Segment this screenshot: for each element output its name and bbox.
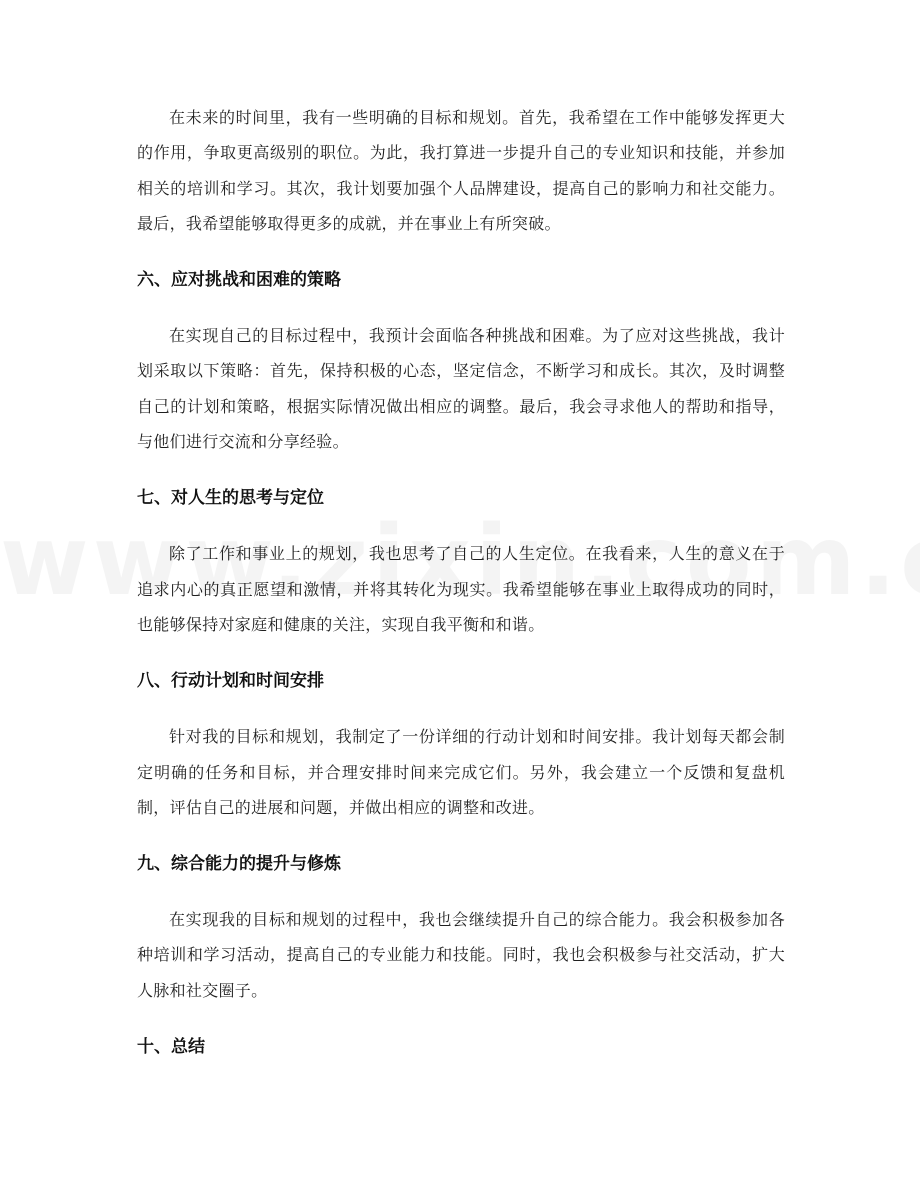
spacer <box>137 876 785 902</box>
paragraph-future-goals: 在未来的时间里，我有一些明确的目标和规划。首先，我希望在工作中能够发挥更大的作用，争取更高级别的职位。为此，我打算进一步提升自己的专业知识和技能，并参加相关的培训和学习。其次，我计划要加强个人品牌建设，提高自己的影响力和社交能力。最后，我希望能够取得更多的成就，并在事业上有所突破。 <box>137 108 785 233</box>
spacer <box>137 292 785 318</box>
document-content <box>137 100 785 1059</box>
paragraph-challenges: 在实现自己的目标过程中，我预计会面临各种挑战和困难。为了应对这些挑战，我计划采取以下策略：首先，保持积极的心态，坚定信念，不断学习和成长。其次，及时调整自己的计划和策略，根据实际情况做出相应的调整。最后，我会寻求他人的帮助和指导，与他们进行交流和分享经验。 <box>137 326 785 452</box>
paragraph-action-plan: 针对我的目标和规划，我制定了一份详细的行动计划和时间安排。我计划每天都会制定明确的任务和目标，并合理安排时间来完成它们。另外，我会建立一个反馈和复盘机制，评估自己的进展和问题，并做出相应的调整和改进。 <box>137 727 785 817</box>
section-heading-6: 六、应对挑战和困难的策略 <box>137 270 341 291</box>
paragraph-life-positioning: 除了工作和事业上的规划，我也思考了自己的人生定位。在我看来，人生的意义在于追求内心的真正愿望和激情，并将其转化为现实。我希望能够在事业上取得成功的同时，也能够保持对家庭和健康的关注，实现自我平衡和和谐。 <box>137 544 785 634</box>
spacer <box>137 825 785 852</box>
section-heading-7: 七、对人生的思考与定位 <box>137 488 324 509</box>
spacer <box>137 510 785 536</box>
spacer <box>137 642 785 669</box>
spacer <box>137 459 785 486</box>
paragraph-abilities: 在实现我的目标和规划的过程中，我也会继续提升自己的综合能力。我会积极参加各种培训和学习活动，提高自己的专业能力和技能。同时，我也会积极参与社交活动，扩大人脉和社交圈子。 <box>137 910 785 1000</box>
spacer <box>137 241 785 268</box>
spacer <box>137 693 785 719</box>
spacer <box>137 1008 785 1035</box>
section-heading-10: 十、总结 <box>137 1037 205 1058</box>
section-heading-8: 八、行动计划和时间安排 <box>137 671 324 692</box>
section-heading-9: 九、综合能力的提升与修炼 <box>137 854 341 875</box>
